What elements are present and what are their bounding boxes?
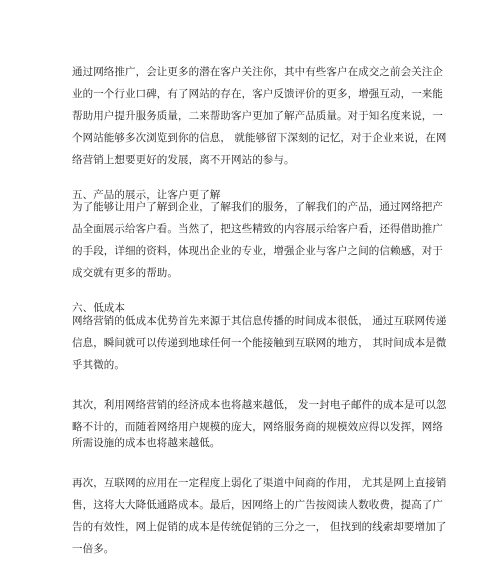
- section6a-line-2: 信息，瞬间就可以传递到地球任何一个能接触到互联网的地方， 其时间成本是微: [72, 337, 447, 349]
- section5-line-3: 的手段，详细的资料，体现出企业的专业，增强企业与客户之间的信赖感，对于: [72, 245, 443, 257]
- section6b-line-3: 所需设施的成本也将越来越低。: [72, 437, 221, 449]
- intro-line-1: 通过网络推广，会让更多的潜在客户关注你，其中有些客户在成交之前会关注企: [72, 66, 443, 78]
- section5-line-1: 为了能够让用户了解到企业，了解我们的服务，了解我们的产品，通过网络把产: [72, 201, 443, 213]
- section5-line-2: 品全面展示给客户看。当然了，把这些精致的内容展示给客户看，还得借助推广: [72, 223, 443, 235]
- section6-heading: 六、低成本: [72, 302, 125, 314]
- section6a-line-1: 网络营销的低成本优势首先来源于其信息传播的时间成本很低， 通过互联网传递: [72, 315, 447, 327]
- section6a-line-3: 乎其微的。: [72, 359, 125, 371]
- intro-line-5: 络营销上想要更好的发展，离不开网站的参与。: [72, 154, 295, 166]
- section5-heading: 五、产品的展示，让客户更了解: [72, 189, 221, 201]
- section6c-line-2: 售，这将大大降低通路成本。最后，因网络上的广告按阅读人数收费，提高了广: [72, 499, 443, 511]
- section6c-line-4: 一倍多。: [72, 543, 115, 555]
- section6c-line-3: 告的有效性，网上促销的成本是传统促销的三分之一， 但找到的线索却要增加了: [72, 521, 447, 533]
- section5-line-4: 成交就有更多的帮助。: [72, 267, 178, 279]
- intro-line-3: 帮助用户提升服务质量，二来帮助客户更加了解产品质量。对于知名度来说，一: [72, 110, 443, 122]
- section6b-line-2: 略不计的，而随着网络用户规模的庞大，网络服务商的规模效应得以发挥，网络: [72, 421, 443, 433]
- intro-line-2: 业的一个行业口碑，有了网站的存在，客户反馈评价的更多，增强互动，一来能: [72, 88, 443, 100]
- section6b-line-1: 其次，利用网络营销的经济成本也将越来越低， 发一封电子邮件的成本是可以忽: [72, 399, 447, 411]
- section6c-line-1: 再次，互联网的应用在一定程度上弱化了渠道中间商的作用， 尤其是网上直接销: [72, 477, 447, 489]
- intro-line-4: 个网站能够多次浏览到你的信息， 就能够留下深刻的记忆，对于企业来说，在网: [72, 132, 447, 144]
